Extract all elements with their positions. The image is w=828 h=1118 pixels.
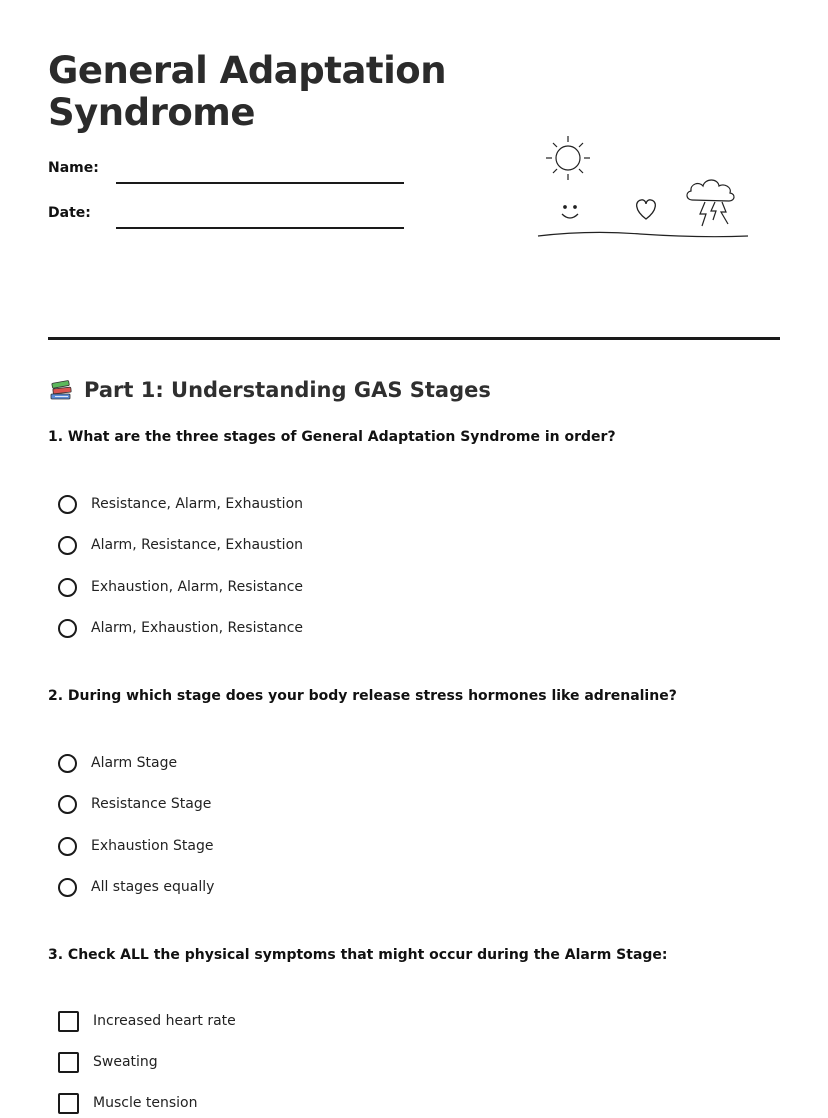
option-label: Exhaustion Stage xyxy=(91,838,214,854)
sun-icon xyxy=(546,136,590,180)
name-field[interactable] xyxy=(116,182,404,184)
option-label: Muscle tension xyxy=(93,1095,198,1111)
date-label: Date: xyxy=(48,205,91,221)
option-label: All stages equally xyxy=(91,879,215,895)
radio-button[interactable] xyxy=(58,837,77,856)
q1-option-2[interactable] xyxy=(58,533,303,557)
date-field[interactable] xyxy=(116,227,404,229)
option-label: Alarm Stage xyxy=(91,755,178,771)
q2-option-2[interactable] xyxy=(58,792,211,816)
question-3: 3. Check ALL the physical symptoms that might occur during the Alarm Stage: xyxy=(48,947,668,963)
option-label: Exhaustion, Alarm, Resistance xyxy=(91,579,304,595)
part1-header xyxy=(48,374,491,406)
option-label: Resistance, Alarm, Exhaustion xyxy=(91,496,304,512)
storm-cloud-icon xyxy=(687,180,734,226)
checkbox[interactable] xyxy=(58,1052,79,1073)
section-divider xyxy=(48,337,780,340)
option-label: Increased heart rate xyxy=(93,1013,236,1029)
option-label: Sweating xyxy=(93,1054,158,1070)
heart-icon xyxy=(637,200,656,219)
question-2: 2. During which stage does your body release stress hormones like adrenaline? xyxy=(48,688,677,704)
ground-line xyxy=(538,232,748,236)
radio-button[interactable] xyxy=(58,878,77,897)
radio-button[interactable] xyxy=(58,536,77,555)
q2-option-3[interactable] xyxy=(58,834,213,858)
radio-button[interactable] xyxy=(58,795,77,814)
section-title: Part 1: Understanding GAS Stages xyxy=(84,378,491,402)
stress-illustration xyxy=(510,52,770,297)
books-icon xyxy=(48,377,74,403)
q3-option-2[interactable] xyxy=(58,1050,158,1074)
q1-option-3[interactable] xyxy=(58,575,303,599)
name-label: Name: xyxy=(48,160,99,176)
q3-option-1[interactable] xyxy=(58,1009,236,1033)
q1-option-1[interactable] xyxy=(58,492,303,516)
radio-button[interactable] xyxy=(58,578,77,597)
option-label: Alarm, Resistance, Exhaustion xyxy=(91,537,304,553)
radio-button[interactable] xyxy=(58,754,77,773)
page-title: General Adaptation Syndrome xyxy=(48,49,447,134)
radio-button[interactable] xyxy=(58,619,77,638)
checkbox[interactable] xyxy=(58,1093,79,1114)
q1-option-4[interactable] xyxy=(58,616,303,640)
option-label: Resistance Stage xyxy=(91,796,212,812)
smiley-icon xyxy=(562,206,578,218)
q2-option-1[interactable] xyxy=(58,751,177,775)
question-1: 1. What are the three stages of General Adaptation Syndrome in order? xyxy=(48,429,616,445)
name-field-row xyxy=(48,160,408,188)
q2-option-4[interactable] xyxy=(58,875,214,899)
date-field-row xyxy=(48,205,408,233)
q3-option-3[interactable] xyxy=(58,1091,198,1115)
checkbox[interactable] xyxy=(58,1011,79,1032)
radio-button[interactable] xyxy=(58,495,77,514)
option-label: Alarm, Exhaustion, Resistance xyxy=(91,620,304,636)
